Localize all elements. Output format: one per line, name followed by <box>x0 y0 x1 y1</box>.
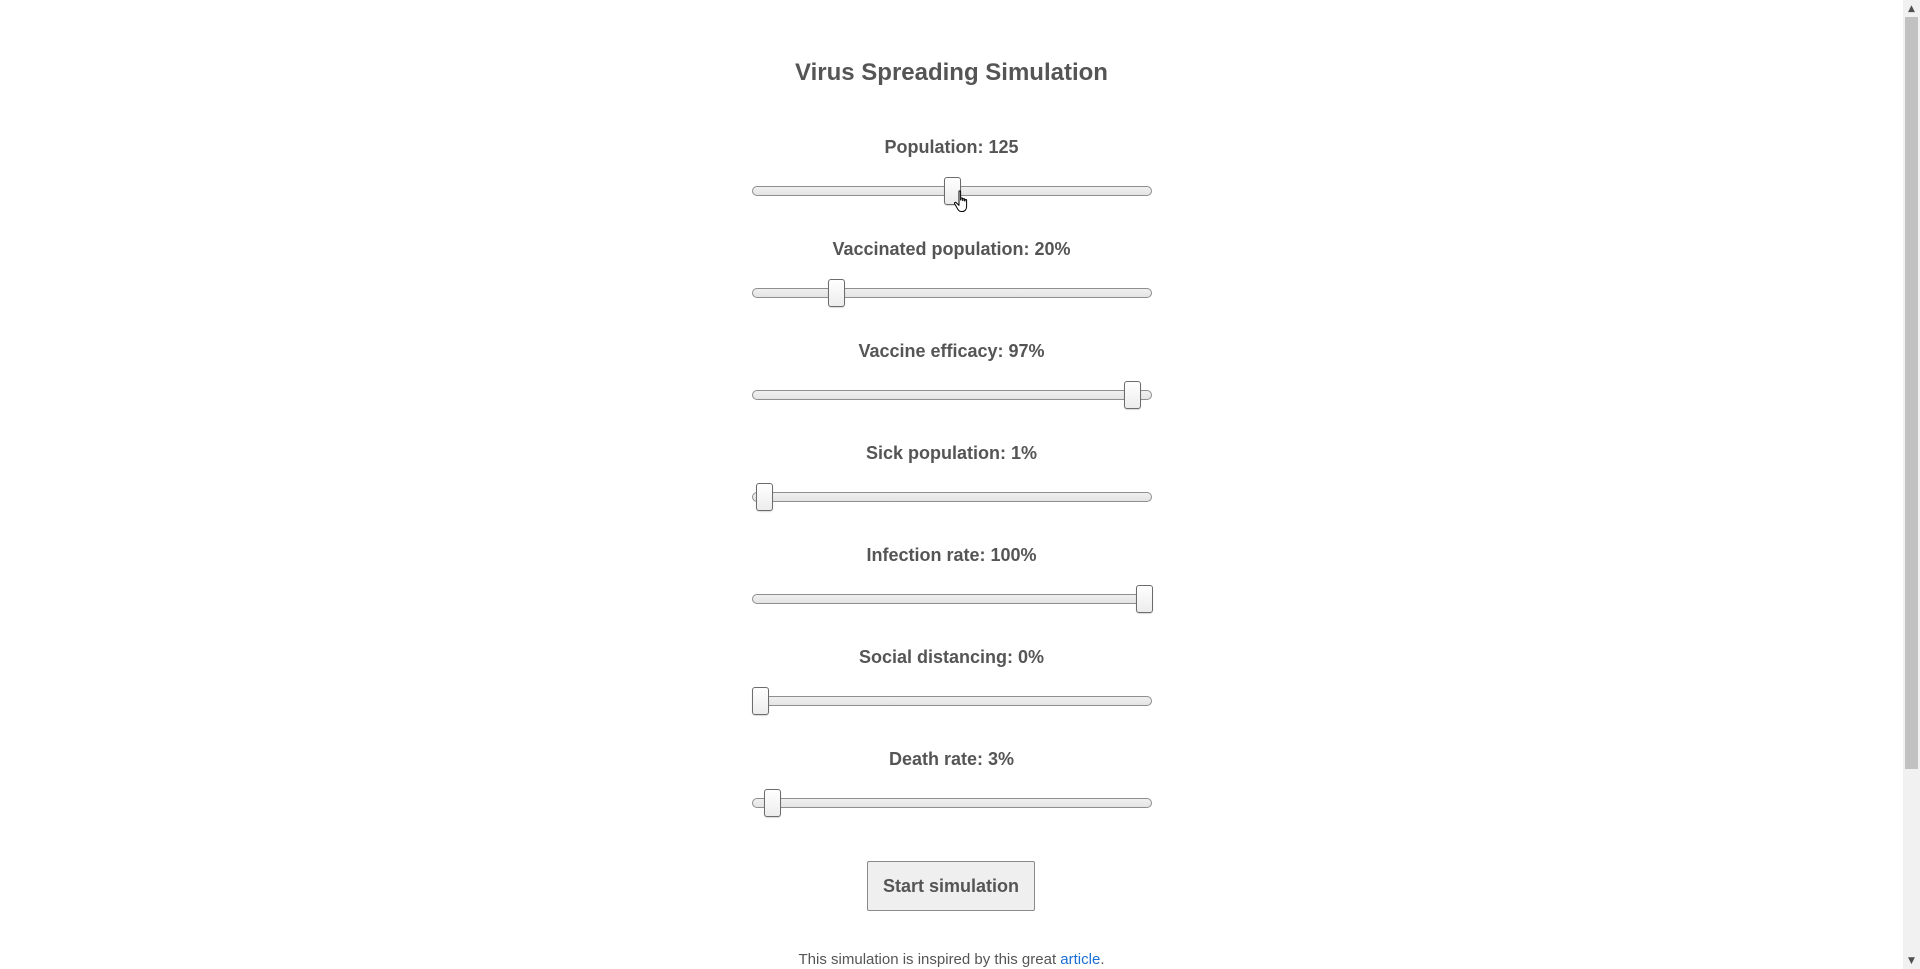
infection-rate-label: Infection rate: 100% <box>866 545 1037 565</box>
slider-track <box>752 594 1152 604</box>
slider-track <box>752 492 1152 502</box>
sick-population-label: Sick population: 1% <box>865 443 1038 463</box>
death-rate-control <box>0 749 1903 849</box>
vaccine-efficacy-slider[interactable] <box>752 381 1152 409</box>
slider-track <box>752 390 1152 400</box>
vaccinated-population-control <box>0 239 1903 339</box>
footer-text: This simulation is inspired by this great <box>798 951 1061 968</box>
triangle-down-icon[interactable]: ▼ <box>1908 955 1915 966</box>
slider-thumb[interactable] <box>1124 381 1141 409</box>
page-title: Virus Spreading Simulation <box>795 59 1108 86</box>
slider-thumb[interactable] <box>1136 585 1153 613</box>
vaccine-efficacy-control <box>0 341 1903 441</box>
scrollbar-thumb[interactable] <box>1905 17 1918 769</box>
slider-thumb[interactable] <box>764 789 781 817</box>
infection-rate-slider[interactable] <box>752 585 1152 613</box>
social-distancing-control <box>0 647 1903 747</box>
slider-thumb[interactable] <box>756 483 773 511</box>
slider-thumb[interactable] <box>828 279 845 307</box>
sick-population-control <box>0 443 1903 543</box>
slider-thumb[interactable] <box>944 177 961 205</box>
vaccinated-population-slider[interactable] <box>752 279 1152 307</box>
vaccinated-population-label: Vaccinated population: 20% <box>832 239 1071 259</box>
slider-track <box>752 288 1152 298</box>
sick-population-slider[interactable] <box>752 483 1152 511</box>
infection-rate-control <box>0 545 1903 645</box>
population-control <box>0 137 1903 237</box>
social-distancing-slider[interactable] <box>752 687 1152 715</box>
start-simulation-button[interactable]: Start simulation <box>867 861 1035 911</box>
slider-track <box>752 798 1152 808</box>
footer-suffix: . <box>1100 951 1105 968</box>
slider-thumb[interactable] <box>752 687 769 715</box>
vaccine-efficacy-label: Vaccine efficacy: 97% <box>858 341 1045 361</box>
population-label: Population: 125 <box>884 137 1019 157</box>
vertical-scrollbar[interactable] <box>1903 0 1920 969</box>
article-link[interactable]: article <box>1060 951 1101 968</box>
social-distancing-label: Social distancing: 0% <box>858 647 1045 667</box>
footer-credit <box>0 951 1903 968</box>
triangle-up-icon[interactable]: ▲ <box>1908 3 1915 14</box>
slider-track <box>752 696 1152 706</box>
death-rate-label: Death rate: 3% <box>888 749 1015 769</box>
population-slider[interactable] <box>752 177 1152 205</box>
death-rate-slider[interactable] <box>752 789 1152 817</box>
